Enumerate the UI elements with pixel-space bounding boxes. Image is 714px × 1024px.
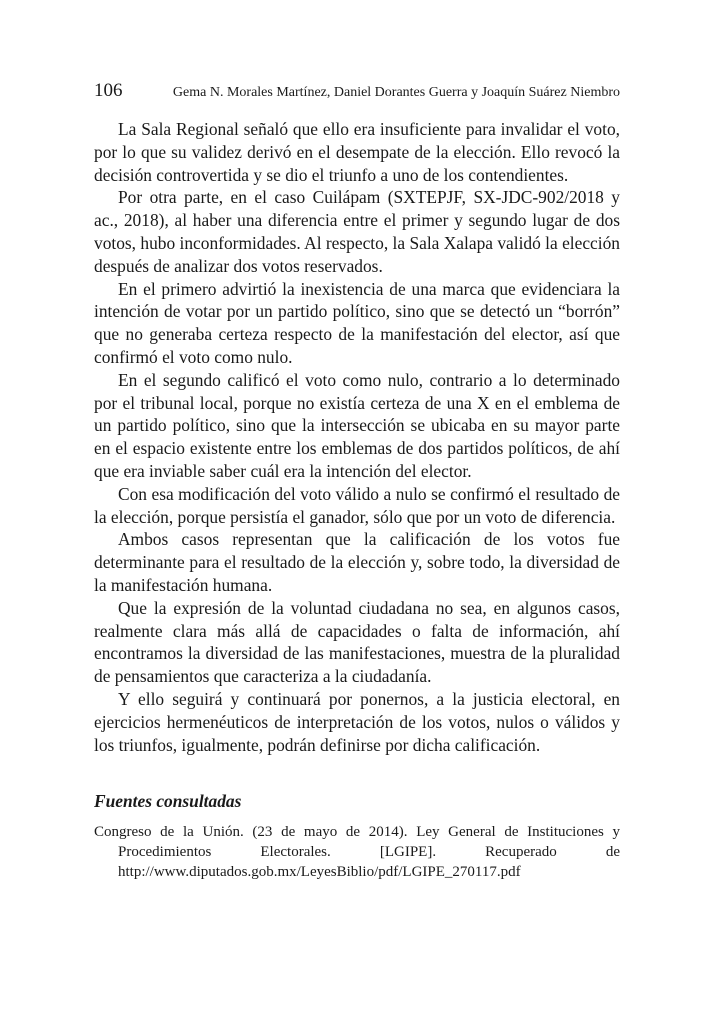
section-heading: Fuentes consultadas (94, 791, 242, 812)
running-header (94, 80, 620, 108)
page-number: 106 (94, 80, 123, 101)
paragraph: Y ello seguirá y continuará por ponernos, a la justicia electoral, en ejercicios hermenéuticos de interpretación de los votos, nulos o válidos y los triunfos, igualmente, podrán definirse por dicha calificación. (94, 688, 620, 755)
paragraph: Por otra parte, en el caso Cuilápam (SXTEPJF, SX-JDC-902/2018 y ac., 2018), al haber una diferencia entre el primer y segundo lugar de dos votos, hubo inconformidades. Al respecto, la Sala Xalapa validó la elección después de analizar dos votos reservados. (94, 187, 620, 276)
paragraph: Ambos casos representan que la calificación de los votos fue determinante para el resultado de la elección y, sobre todo, la diversidad de la manifestación humana. (94, 529, 620, 595)
document-page (94, 80, 620, 882)
paragraph: Con esa modificación del voto válido a nulo se confirmó el resultado de la elección, porque persistía el ganador, sólo que por un voto de diferencia. (94, 483, 620, 527)
paragraph: En el primero advirtió la inexistencia de una marca que evidenciara la intención de votar por un partido político, sino que se detectó un “borrón” que no generaba certeza respecto de la manifestación del elector, así que confirmó el voto como nulo. (94, 278, 620, 367)
paragraph: En el segundo calificó el voto como nulo, contrario a lo determinado por el tribunal local, porque no existía certeza de una X en el emblema de un partido político, sino que la intersección se ubicaba en su mayor parte en el espacio existente entre los emblemas de dos partidos políticos, de ahí que era inviable saber cuál era la intención del elector. (94, 369, 620, 481)
paragraph: Que la expresión de la voluntad ciudadana no sea, en algunos casos, realmente clara más allá de capacidades o falta de información, ahí encontramos la diversidad de las manifestaciones, muestra de la pluralidad de pensamientos que caracteriza a la ciudadanía. (94, 597, 620, 687)
reference-entry: Congreso de la Unión. (23 de mayo de 2014). Ley General de Instituciones y Procedimientos Electorales. [LGIPE]. Recuperado de http://www.diputados.gob.mx/LeyesBiblio/pdf/LGIPE_270117.pdf (94, 824, 620, 881)
paragraph: La Sala Regional señaló que ello era insuficiente para invalidar el voto, por lo que su validez derivó en el desempate de la elección. Ello revocó la decisión controvertida y se dio el triunfo a uno de los contendientes. (94, 119, 620, 185)
running-title: Gema N. Morales Martínez, Daniel Dorantes Guerra y Joaquín Suárez Niembro (172, 85, 620, 100)
body-text (94, 118, 620, 756)
